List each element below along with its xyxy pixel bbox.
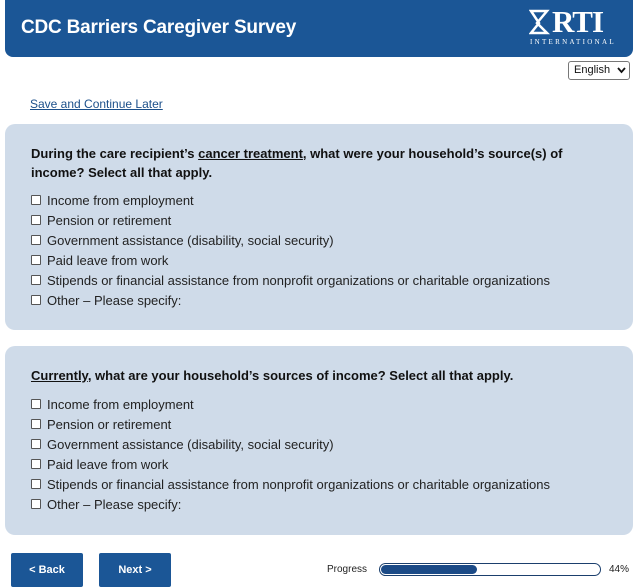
option-income-employment[interactable]: [31, 190, 550, 210]
rti-mark-icon: [529, 9, 551, 35]
checkbox[interactable]: [31, 255, 41, 265]
question-card-cancer-treatment: [5, 124, 633, 330]
options-list: [31, 190, 550, 310]
option-label: Paid leave from work: [47, 252, 169, 268]
options-list: [31, 394, 550, 514]
option-label: Government assistance (disability, social security): [47, 232, 334, 248]
checkbox[interactable]: [31, 215, 41, 225]
checkbox[interactable]: [31, 439, 41, 449]
option-paid-leave[interactable]: [31, 250, 550, 270]
option-stipends[interactable]: [31, 474, 550, 494]
option-label: Other – Please specify:: [47, 292, 182, 308]
language-select[interactable]: [568, 61, 630, 80]
checkbox[interactable]: [31, 479, 41, 489]
language-select-value: English: [574, 64, 611, 76]
option-income-employment[interactable]: [31, 394, 550, 414]
rti-logo: [529, 4, 621, 49]
option-label: Stipends or financial assistance from nonprofit organizations or charitable organizations: [47, 476, 550, 492]
checkbox[interactable]: [31, 235, 41, 245]
option-pension-retirement[interactable]: [31, 414, 550, 434]
option-label: Government assistance (disability, social security): [47, 436, 334, 452]
rti-logo-subtext: INTERNATIONAL: [530, 38, 616, 46]
save-and-continue-later-link[interactable]: Save and Continue Later: [30, 97, 163, 111]
option-label: Other – Please specify:: [47, 496, 182, 512]
checkbox[interactable]: [31, 499, 41, 509]
question-emphasis: Currently: [31, 368, 88, 383]
option-label: Stipends or financial assistance from nonprofit organizations or charitable organizations: [47, 272, 550, 288]
checkbox[interactable]: [31, 399, 41, 409]
option-label: Paid leave from work: [47, 456, 169, 472]
checkbox[interactable]: [31, 459, 41, 469]
option-label: Income from employment: [47, 192, 194, 208]
option-other[interactable]: [31, 290, 550, 310]
checkbox[interactable]: [31, 275, 41, 285]
survey-title: CDC Barriers Caregiver Survey: [21, 17, 297, 38]
question-emphasis: cancer treatment: [198, 146, 303, 161]
checkbox[interactable]: [31, 295, 41, 305]
option-government-assistance[interactable]: [31, 230, 550, 250]
option-label: Income from employment: [47, 396, 194, 412]
survey-header: [5, 0, 633, 57]
option-paid-leave[interactable]: [31, 454, 550, 474]
progress-bar-fill: [381, 565, 477, 574]
option-label: Pension or retirement: [47, 212, 172, 228]
option-other[interactable]: [31, 494, 550, 514]
checkbox[interactable]: [31, 419, 41, 429]
progress-percent: 44%: [609, 564, 630, 575]
question-text: During the care recipient’s cancer treatment, what were your household’s source(s) of income? Select all that apply.: [31, 146, 563, 180]
question-text: Currently, what are your household’s sources of income? Select all that apply.: [31, 368, 514, 383]
rti-logo-text: RTI: [552, 4, 604, 39]
option-government-assistance[interactable]: [31, 434, 550, 454]
option-pension-retirement[interactable]: [31, 210, 550, 230]
back-button[interactable]: < Back: [11, 553, 83, 587]
chevron-down-icon: [617, 66, 626, 74]
question-card-currently: [5, 346, 633, 535]
option-label: Pension or retirement: [47, 416, 172, 432]
checkbox[interactable]: [31, 195, 41, 205]
next-button[interactable]: Next >: [99, 553, 171, 587]
progress-label: Progress: [327, 564, 368, 575]
progress-bar: [379, 563, 601, 576]
option-stipends[interactable]: [31, 270, 550, 290]
